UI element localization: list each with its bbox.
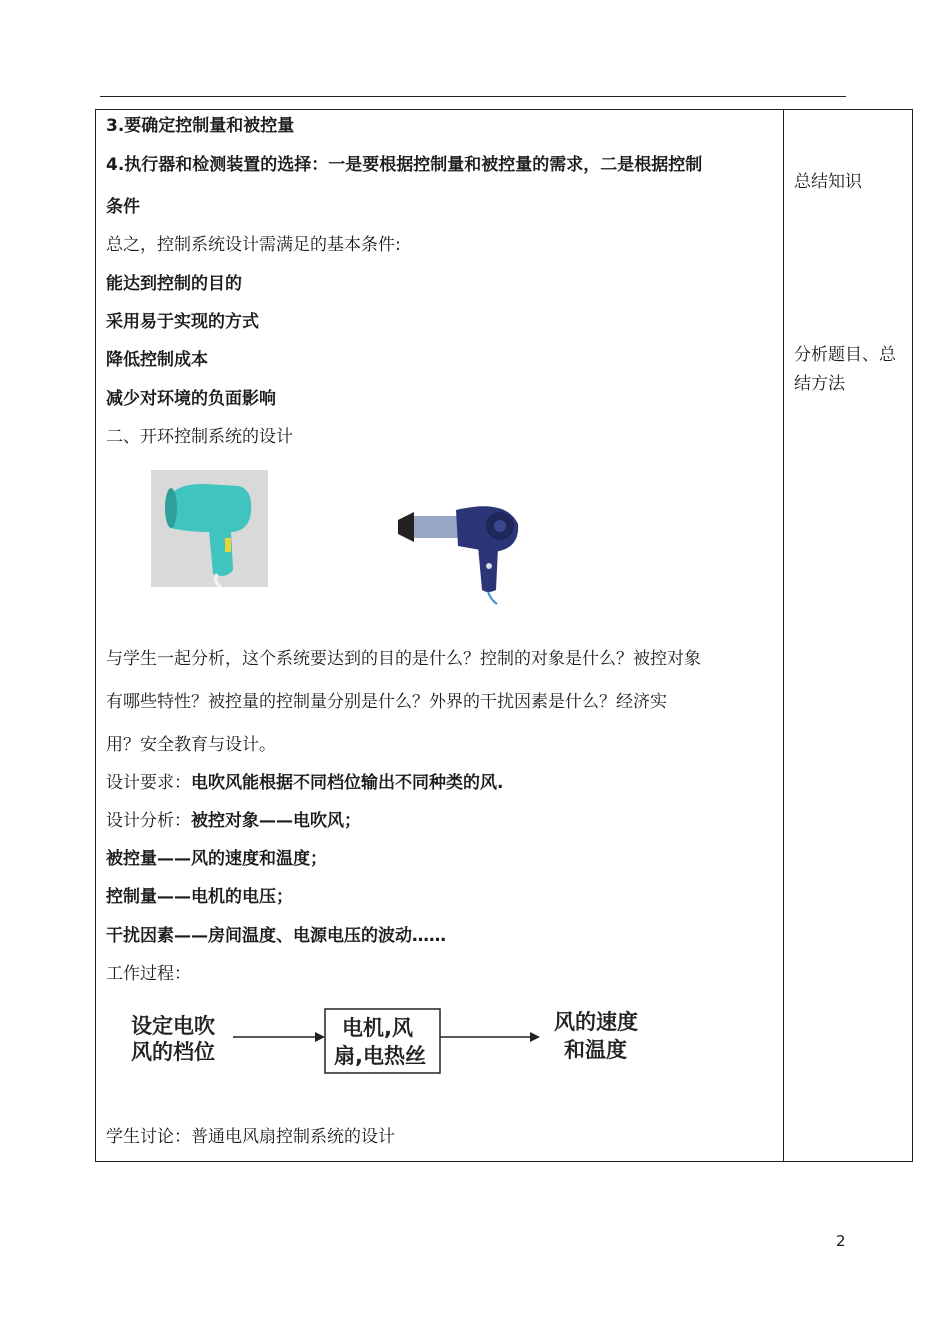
design-analysis <box>106 810 361 832</box>
step-4-line2: 条件 <box>106 197 140 217</box>
header-rule <box>100 96 846 97</box>
side-note-analyze-2: 结方法 <box>794 374 845 394</box>
condition-4: 减少对环境的负面影响 <box>106 389 276 409</box>
column-divider <box>783 110 784 1161</box>
work-process-label: 工作过程： <box>106 964 191 984</box>
condition-2: 采用易于实现的方式 <box>106 312 259 332</box>
step-3: 3.要确定控制量和被控量 <box>106 116 295 136</box>
step-4-line1: 4.执行器和检测装置的选择：一是要根据控制量和被控量的需求，二是根据控制 <box>106 155 703 175</box>
condition-3: 降低控制成本 <box>106 350 208 370</box>
control-quantity: 控制量——电机的电压； <box>106 887 293 907</box>
hair-dryer-teal-photo <box>151 470 268 587</box>
flow-input-line1: 设定电吹 <box>131 1014 215 1038</box>
design-requirement <box>106 772 503 794</box>
analysis-text: 被控对象——电吹风； <box>191 811 361 831</box>
lesson-table <box>95 109 913 1162</box>
flow-arrowhead-1 <box>315 1032 325 1042</box>
condition-1: 能达到控制的目的 <box>106 274 242 294</box>
analysis-para-2: 有哪些特性？被控量的控制量分别是什么？外界的干扰因素是什么？经济实 <box>106 692 667 712</box>
flow-box-line2: 扇,电热丝 <box>334 1044 426 1068</box>
summary-intro: 总之，控制系统设计需满足的基本条件: <box>106 235 401 255</box>
flow-input-line2: 风的档位 <box>131 1040 215 1064</box>
flow-output-line1: 风的速度 <box>554 1010 638 1034</box>
hair-dryer-navy-photo <box>396 490 526 605</box>
disturbance-factors: 干扰因素——房间温度、电源电压的波动…… <box>106 926 446 946</box>
section-heading: 二、开环控制系统的设计 <box>106 427 293 447</box>
analysis-para-1: 与学生一起分析，这个系统要达到的目的是什么？控制的对象是什么？被控对象 <box>106 649 701 669</box>
work-process-diagram <box>116 1005 676 1085</box>
analysis-para-3: 用？安全教育与设计。 <box>106 735 276 755</box>
analysis-label: 设计分析： <box>106 811 191 831</box>
student-discussion: 学生讨论：普通电风扇控制系统的设计 <box>106 1127 395 1147</box>
side-note-analyze-1: 分析题目、总 <box>794 345 896 365</box>
requirement-label: 设计要求： <box>106 773 191 793</box>
controlled-quantity: 被控量——风的速度和温度； <box>106 849 327 869</box>
page-number: 2 <box>836 1232 846 1250</box>
side-note-summary: 总结知识 <box>794 172 862 192</box>
flow-box-line1: 电机,风 <box>342 1016 413 1040</box>
requirement-text: 电吹风能根据不同档位输出不同种类的风. <box>191 773 504 793</box>
flow-arrowhead-2 <box>530 1032 540 1042</box>
flow-output-line2: 和温度 <box>564 1038 627 1062</box>
